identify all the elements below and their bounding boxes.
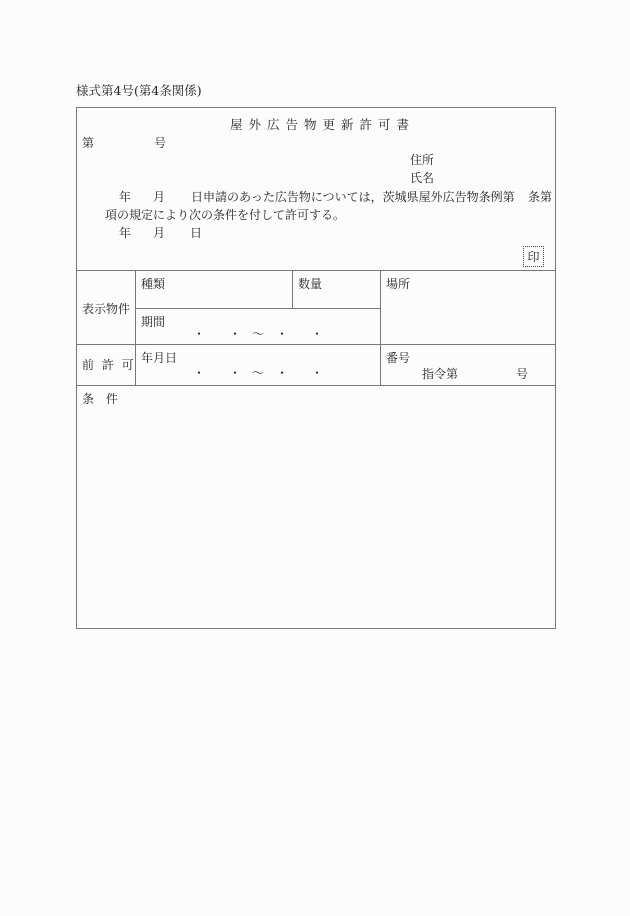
prior-dot-4: ・	[311, 366, 324, 380]
prior-separator: 〜	[252, 366, 265, 380]
article-label: 条第	[528, 190, 553, 204]
period-dot-1: ・	[193, 327, 206, 341]
seal-box	[523, 246, 544, 267]
number-label: 番号	[386, 351, 411, 365]
period-dot-2: ・	[229, 327, 242, 341]
prior-dot-2: ・	[229, 366, 242, 380]
kind-label: 種類	[141, 277, 166, 291]
divider-conditions	[76, 385, 556, 386]
application-year: 年	[119, 190, 132, 204]
date-label: 年月日	[141, 351, 178, 365]
display-item-label: 表示物件	[82, 302, 131, 316]
period-dot-4: ・	[311, 327, 324, 341]
issue-day: 日	[190, 226, 203, 240]
number-suffix: 号	[154, 136, 167, 150]
directive-prefix: 指令第	[422, 367, 459, 381]
conditions-label: 条 件	[82, 392, 122, 406]
prior-dot-1: ・	[193, 366, 206, 380]
address-label: 住所	[410, 153, 435, 167]
application-text: 日申請のあった広告物については，茨城県屋外広告物条例第	[191, 190, 515, 204]
divider-kind-period	[135, 308, 380, 309]
issue-month: 月	[153, 226, 166, 240]
divider-header	[76, 270, 556, 271]
period-separator: 〜	[252, 327, 265, 341]
form-number-label: 様式第4号(第4条関係)	[76, 83, 202, 98]
prior-permit-label: 前 許 可	[82, 358, 136, 372]
number-prefix: 第	[82, 136, 95, 150]
provision-text: 項の規定により次の条件を付して許可する。	[105, 208, 346, 222]
quantity-label: 数量	[298, 277, 323, 291]
period-label: 期間	[141, 315, 166, 329]
application-month: 月	[153, 190, 166, 204]
divider-prior-permit	[76, 344, 556, 345]
divider-kind-quantity	[292, 270, 293, 308]
seal-label: 印	[527, 250, 540, 264]
divider-location	[380, 270, 381, 385]
directive-suffix: 号	[516, 367, 529, 381]
prior-dot-3: ・	[276, 366, 289, 380]
document-title: 屋外広告物更新許可書	[230, 117, 416, 132]
location-label: 場所	[386, 277, 411, 291]
issue-year: 年	[119, 226, 132, 240]
period-dot-3: ・	[276, 327, 289, 341]
name-label: 氏名	[410, 171, 435, 185]
